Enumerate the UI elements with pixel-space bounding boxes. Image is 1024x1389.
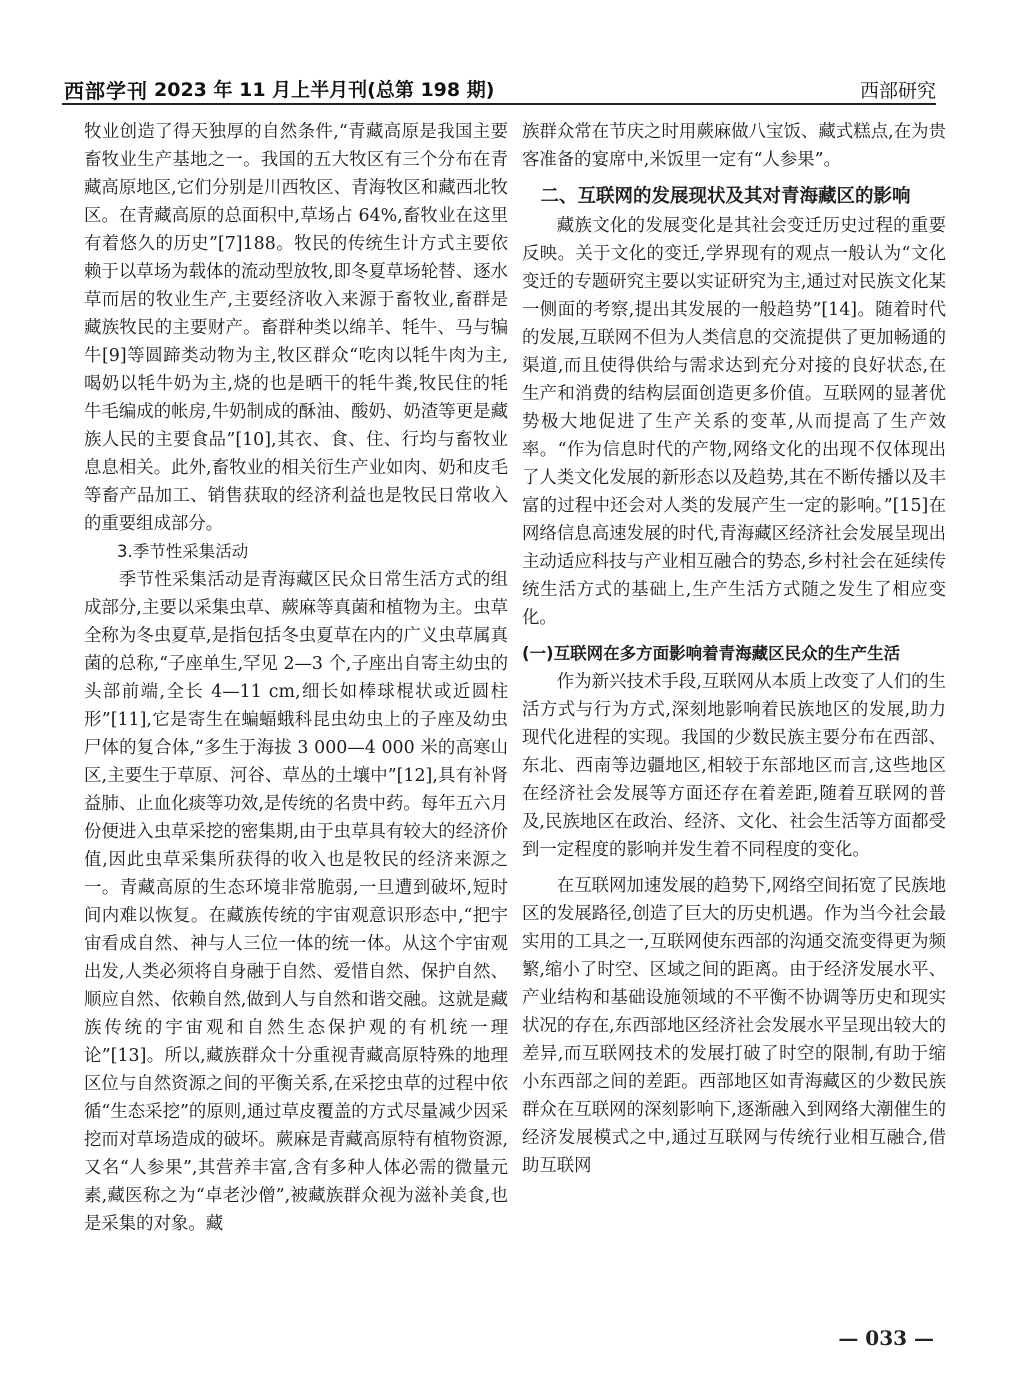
paragraph-continued: 牧业创造了得天独厚的自然条件,“青藏高原是我国主要畜牧业生产基地之一。我国的五大牧区有三个分布在青藏高原地区,它们分别是川西牧区、青海牧区和藏西北牧区。在青藏高原的总面积中,草场占 64%,畜牧业在这里有着悠久的历史”[7]188。牧民的传统生计方式主要依赖于以草场为载体的流动型放牧,即冬夏草场轮替、逐水草而居的牧业生产,主要经济收入来源于畜牧业,畜群是藏族牧民的主要财产。畜群种类以绵羊、牦牛、马与犏牛[9]等圆蹄类动物为主,牧区群众“吃肉以牦牛肉为主,喝奶以牦牛奶为主,烧的也是晒干的牦牛粪,牧民住的牦牛毛编成的帐房,牛奶制成的酥油、酸奶、奶渣等更是藏族人民的主要食品”[10],其衣、食、住、行均与畜牧业息息相关。此外,畜牧业的相关衍生产业如肉、奶和皮毛等畜产品加工、销售获取的经济利益也是牧民日常收入的重要组成部分。 bbox=[84, 122, 508, 534]
subsection-heading: (一)互联网在多方面影响着青海藏区民众的生产生活 bbox=[522, 644, 901, 663]
header-rule bbox=[62, 103, 936, 105]
paragraph: 在互联网加速发展的趋势下,网络空间拓宽了民族地区的发展路径,创造了巨大的历史机遇。作为当今社会最实用的工具之一,互联网使东西部的沟通交流变得更为频繁,缩小了时空、区域之间的距离。由于经济发展水平、产业结构和基础设施领域的不平衡不协调等历史和现实状况的存在,东西部地区经济社会发展水平呈现出较大的差异,而互联网技术的发展打破了时空的限制,有助于缩小东西部之间的差距。西部地区如青海藏区的少数民族群众在互联网的深刻影响下,逐渐融入到网络大潮催生的经济发展模式之中,通过互联网与传统行业相互融合,借助互联网 bbox=[522, 876, 946, 1176]
paragraph: 季节性采集活动是青海藏区民众日常生活方式的组成部分,主要以采集虫草、蕨麻等真菌和植物为主。虫草全称为冬虫夏草,是指包括冬虫夏草在内的广义虫草属真菌的总称,“子座单生,罕见 2—3 个,子座出自寄主幼虫的头部前端,全长 4—11 cm,细长如棒球棍状或近圆柱形”[11],它是寄生在蝙蝠蛾科昆虫幼虫上的子座及幼虫尸体的复合体,“多生于海拔 3 000—4 000 米的高寒山区,主要生于草原、河谷、草丛的土壤中”[12],具有补肾益肺、止血化痰等功效,是传统的名贵中药。每年五六月份便进入虫草采挖的密集期,由于虫草具有较大的经济价值,因此虫草采集所获得的收入也是牧民的经济来源之一。青藏高原的生态环境非常脆弱,一旦遭到破坏,短时间内难以恢复。在藏族传统的宇宙观意识形态中,“把宇宙看成自然、神与人三位一体的统一体。从这个宇宙观出发,人类必须将自身融于自然、爱惜自然、保护自然、顺应自然、依赖自然,做到人与自然和谐交融。这就是藏族传统的宇宙观和自然生态保护观的有机统一理论”[13]。所以,藏族群众十分重视青藏高原特殊的地理区位与自然资源之间的平衡关系,在采挖虫草的过程中依循“生态采挖”的原则,通过草皮覆盖的方式尽量减少因采挖而对草场造成的破坏。蕨麻是青藏高原特有植物资源,又名“人参果”,其营养丰富,含有多种人体必需的微量元素,藏医称之为“卓老沙僧”,被藏族群众视为滋补美食,也是采集的对象。藏 bbox=[84, 570, 508, 1234]
subsection-heading: 3.季节性采集活动 bbox=[117, 542, 249, 561]
paragraph-continued: 族群众常在节庆之时用蕨麻做八宝饭、藏式糕点,在为贵客准备的宴席中,米饭里一定有“人参果”。 bbox=[522, 122, 946, 170]
issue-info: 2023 年 11 月上半月刊(总第 198 期) bbox=[154, 79, 495, 101]
paragraph: 藏族文化的发展变化是其社会变迁历史过程的重要反映。关于文化的变迁,学界现有的观点一般认为“文化变迁的专题研究主要以实证研究为主,通过对民族文化某一侧面的考察,提出其发展的一般趋势”[14]。随着时代的发展,互联网不但为人类信息的交流提供了更加畅通的渠道,而且使得供给与需求达到充分对接的良好状态,在生产和消费的结构层面创造更多价值。互联网的显著优势极大地促进了生产关系的变革,从而提高了生产效率。“作为信息时代的产物,网络文化的出现不仅体现出了人类文化发展的新形态以及趋势,其在不断传播以及丰富的过程中还会对人类的发展产生一定的影响。”[15]在网络信息高速发展的时代,青海藏区经济社会发展呈现出主动适应科技与产业相互融合的势态,乡村社会在延续传统生活方式的基础上,生产生活方式随之发生了相应变化。 bbox=[522, 216, 946, 628]
journal-logo: 西部学刊 bbox=[64, 79, 148, 103]
paragraph: 作为新兴技术手段,互联网从本质上改变了人们的生活方式与行为方式,深刻地影响着民族地区的发展,助力现代化进程的实现。我国的少数民族主要分布在西部、东北、西南等边疆地区,相较于东部地区而言,这些地区在经济社会发展等方面还存在着差距,随着互联网的普及,民族地区在政治、经济、文化、社会生活等方面都受到一定程度的影响并发生着不同程度的变化。 bbox=[522, 672, 946, 860]
section-name: 西部研究 bbox=[859, 80, 936, 102]
running-header bbox=[62, 74, 936, 103]
page-number: — 033 — bbox=[838, 1326, 934, 1350]
left-column bbox=[84, 118, 508, 1238]
right-column bbox=[522, 118, 946, 1180]
section-heading: 二、互联网的发展现状及其对青海藏区的影响 bbox=[540, 186, 911, 207]
